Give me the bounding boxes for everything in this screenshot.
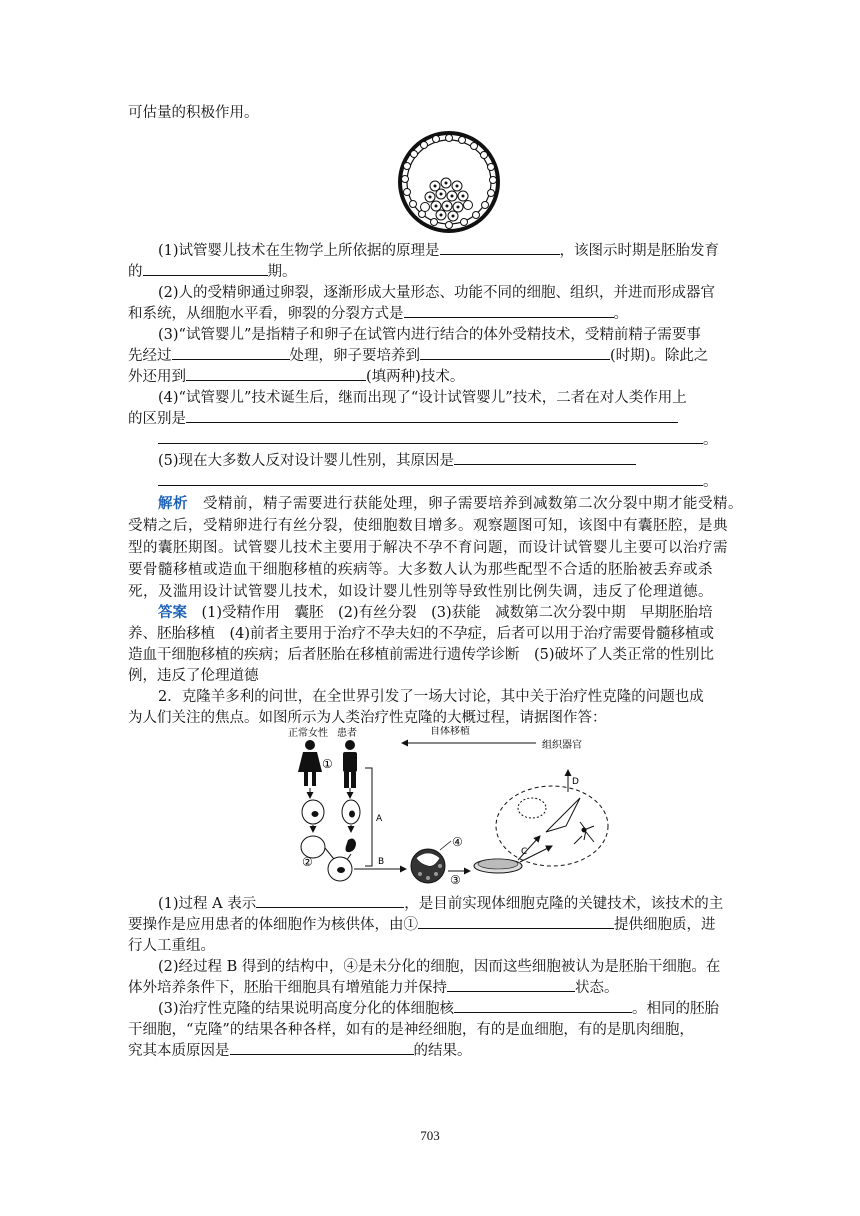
- blastocyst-icon: [411, 849, 445, 883]
- q1-part4-line2: 的区别是: [128, 408, 678, 430]
- page-number: 703: [420, 1128, 440, 1143]
- q1-part4-line3: 。: [158, 429, 718, 451]
- answer-blank[interactable]: [420, 345, 610, 360]
- answer-blank[interactable]: [230, 1040, 414, 1055]
- label-4: ④: [452, 835, 463, 849]
- transplant-label: 自体移植: [430, 726, 470, 737]
- process-c-label: C: [521, 847, 528, 857]
- process-a-label: A: [376, 814, 383, 824]
- answer-blank[interactable]: [404, 303, 614, 318]
- q2-part2-line1: (2)经过程 B 得到的结构中，④是未分化的细胞，因而这些细胞被认为是胚胎干细胞。在: [158, 959, 721, 975]
- woman-label: 正常女性: [288, 728, 328, 739]
- muscle-cell: [546, 798, 580, 832]
- q2-part1-line2: 要操作是应用患者的体细胞作为核供体，由① 提供细胞质，进: [128, 914, 716, 936]
- analysis-line3: 型的囊胚期图。试管婴儿技术主要用于解决不孕不育问题，而设计试管婴儿主要可以治疗需: [128, 540, 728, 556]
- q2-part1-line3: 行人工重组。: [128, 938, 215, 954]
- q1-part3-line2: 先经过 处理，卵子要培养到 (时期)。除此之: [128, 345, 708, 367]
- answer-line1: 答案 (1)受精作用 囊胚 (2)有丝分裂 (3)获能 减数第二次分裂中期 早期胚胎培: [158, 604, 713, 621]
- answer-line2: 养、胚胎移植 (4)前者主要用于治疗不孕夫妇的不孕症，后者可以用于治疗需要骨髓移植或: [128, 626, 715, 642]
- answer-blank[interactable]: [447, 977, 575, 992]
- label-2: ②: [302, 855, 313, 869]
- q1-part3-line3: 外还用到 (填两种)技术。: [128, 366, 464, 388]
- answer-line3: 造血干细胞移植的疾病；后者胚胎在移植前需进行遗传学诊断 (5)破坏了人类正常的性别比: [128, 647, 715, 663]
- process-b-label: B: [378, 857, 385, 867]
- q2-part3-line2: 干细胞，“克隆”的结果各种各样，如有的是神经细胞，有的是血细胞，有的是肌肉细胞，: [128, 1022, 694, 1038]
- organ-label: 组织器官: [542, 740, 582, 751]
- label-1: ①: [322, 757, 333, 771]
- q2-part2-line2: 体外培养条件下，胚胎干细胞具有增殖能力并保持 状态。: [128, 977, 619, 999]
- answer-line4: 例，违反了伦理道德: [128, 668, 259, 684]
- answer-blank[interactable]: [143, 261, 268, 276]
- answer-blank[interactable]: [158, 429, 703, 444]
- analysis-label: 解析: [158, 495, 188, 512]
- nerve-cell: [574, 822, 594, 844]
- q2-part1-line1: (1)过程 A 表示 ，是目前实现体细胞克隆的关键技术，该技术的主: [158, 893, 723, 915]
- q1-part2-line1: (2)人的受精卵通过卵裂，逐渐形成大量形态、功能不同的细胞、组织，并进而形成器官: [158, 285, 716, 301]
- q2-part3-line1: (3)治疗性克隆的结果说明高度分化的体细胞核 。相同的胚胎: [158, 998, 719, 1020]
- q2-part3-line3: 究其本质原因是 的结果。: [128, 1040, 472, 1062]
- q1-part1-line2: 的 期。: [128, 261, 297, 283]
- answer-blank[interactable]: [172, 345, 290, 360]
- analysis-line5: 死，及滥用设计试管婴儿技术，如设计婴儿性别等导致性别比例失调，违反了伦理道德。: [128, 584, 713, 600]
- answer-blank[interactable]: [418, 914, 614, 929]
- q1-part2-line2: 和系统，从细胞水平看，卵裂的分裂方式是 。: [128, 303, 628, 325]
- patient-label: 患者: [337, 728, 357, 739]
- answer-blank[interactable]: [158, 471, 703, 486]
- woman-icon: [298, 740, 322, 786]
- analysis-line4: 要骨髓移植或造血干细胞移植的疾病等。大多数人认为那些配型不合适的胚胎被丢弃或杀: [128, 562, 713, 578]
- answer-blank[interactable]: [454, 450, 636, 465]
- answer-label: 答案: [158, 604, 187, 621]
- q1-part4-line1: (4)“试管婴儿”技术诞生后，继而出现了“设计试管婴儿”技术，二者在对人类作用上: [158, 390, 687, 406]
- q1-part1-line1: (1)试管婴儿技术在生物学上所依据的原理是 ，该图示时期是胚胎发育: [158, 240, 719, 262]
- answer-blank[interactable]: [186, 366, 366, 381]
- donor-nucleus: [346, 839, 357, 853]
- q2-stem-line2: 为人们关注的焦点。如图所示为人类治疗性克隆的大概过程，请据图作答：: [128, 710, 607, 726]
- answer-blank[interactable]: [256, 893, 404, 908]
- blastocyst-figure: [395, 130, 503, 234]
- culture-dish-icon: [474, 859, 522, 873]
- blood-cell: [518, 798, 546, 818]
- answer-blank[interactable]: [440, 240, 560, 255]
- q2-stem-line1: 2．克隆羊多利的问世，在全世界引发了一场大讨论，其中关于治疗性克隆的问题也成: [158, 689, 704, 705]
- patient-icon: [343, 740, 357, 788]
- answer-blank[interactable]: [454, 998, 632, 1013]
- label-3: ③: [450, 873, 461, 887]
- analysis-line2: 受精之后，受精卵进行有丝分裂，使细胞数目增多。观察题图可知，该图中有囊胚腔，是典: [128, 518, 728, 534]
- q1-part3-line1: (3)“试管婴儿”是指精子和卵子在试管内进行结合的体外受精技术，受精前精子需要事: [158, 327, 701, 343]
- q1-part5-line1: (5)现在大多数人反对设计婴儿性别，其原因是: [158, 450, 636, 472]
- analysis-line1: 解析 受精前，精子需要进行获能处理，卵子需要培养到减数第二次分裂中期才能受精。: [158, 495, 743, 512]
- intro-line: 可估量的积极作用。: [128, 105, 259, 121]
- process-d-label: D: [572, 777, 579, 787]
- therapeutic-cloning-diagram: [280, 726, 630, 888]
- q1-part5-line2: 。: [158, 471, 718, 493]
- answer-blank[interactable]: [186, 408, 678, 423]
